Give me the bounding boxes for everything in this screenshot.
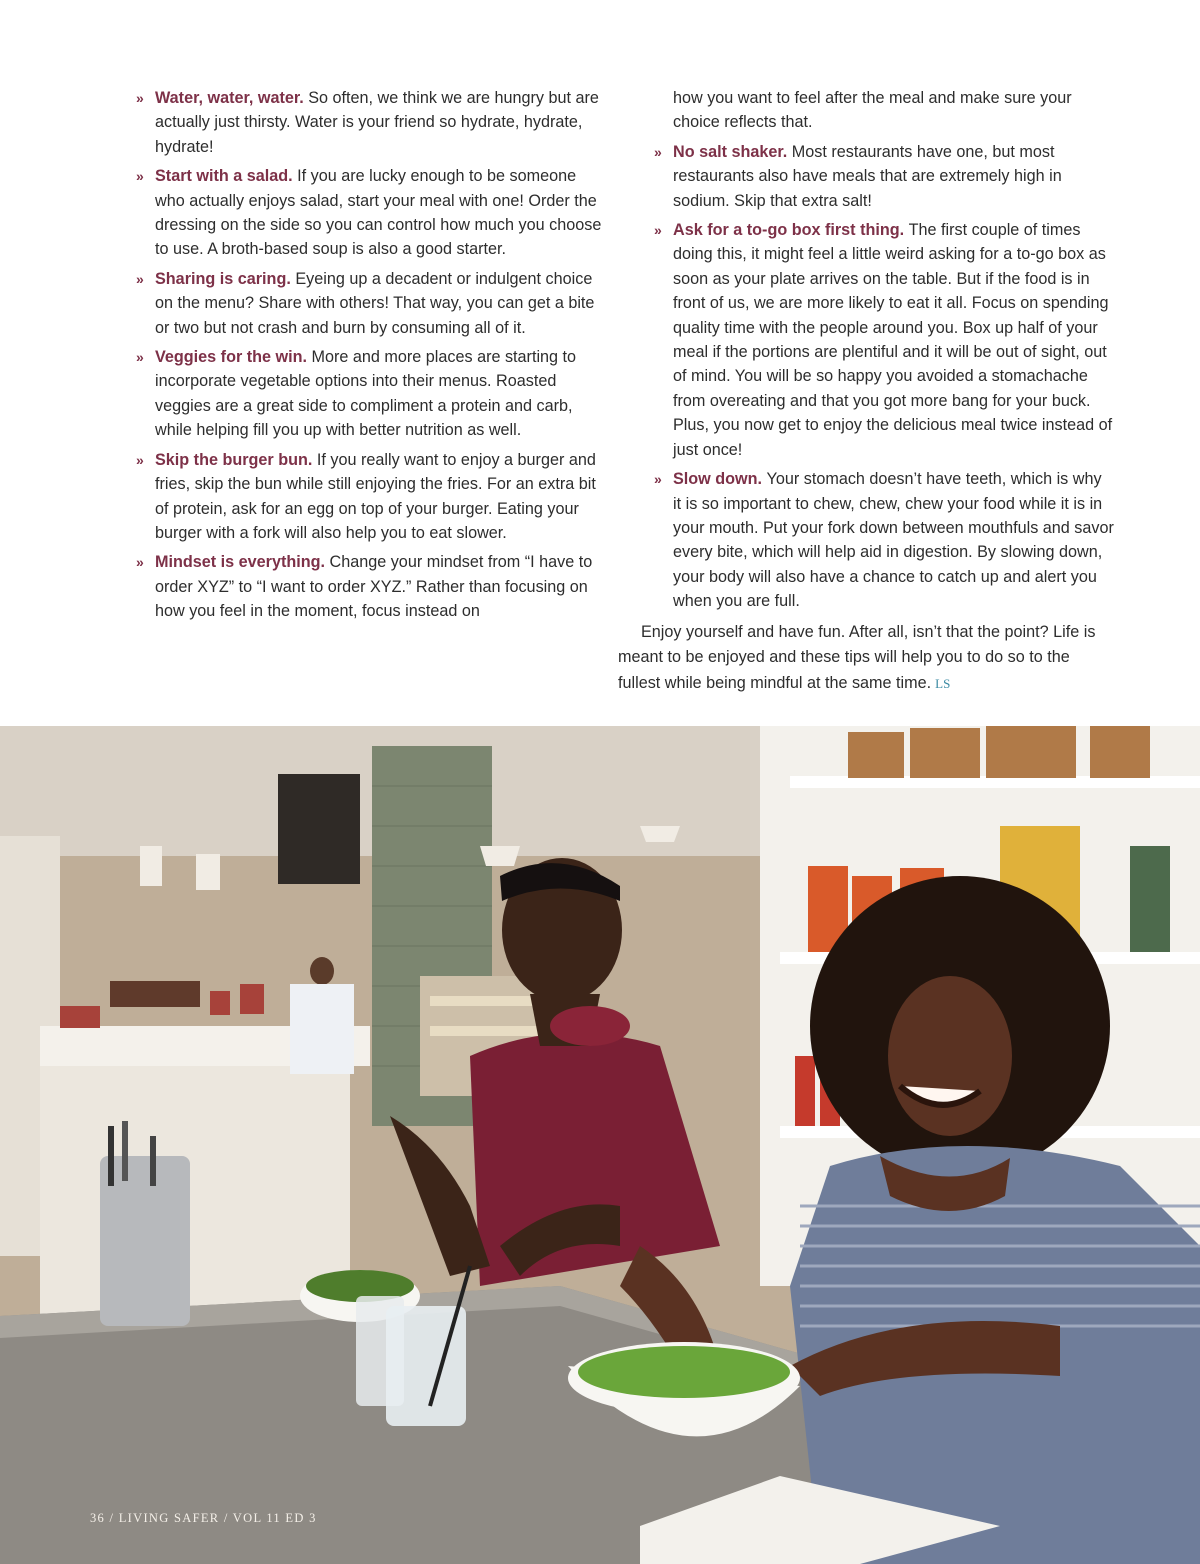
photo-illustration (0, 726, 1200, 1564)
tip-heading: Ask for a to-go box first thing. (673, 221, 909, 240)
bullet-marker-icon: » (136, 451, 144, 468)
bullet-marker-icon: » (136, 349, 144, 366)
left-column (136, 86, 602, 629)
tip-heading: Start with a salad. (155, 167, 298, 186)
tip-body: Most restaurants have one, but most restaurants also have meals that are extremely high in sodium. Skip that extra salt! (673, 142, 1062, 210)
bullet-marker-icon: » (654, 222, 662, 239)
tip-body: Your stomach doesn’t have teeth, which is why it is so important to chew, chew, chew your food while it is in your mouth. Put your fork down between mouthfuls and savor every bite, which will help aid in digestion. By slowing down, your body will also have a chance to catch up and alert you when you are full. (673, 470, 1114, 611)
tip-heading: Water, water, water. (155, 89, 309, 107)
tip-item (136, 345, 602, 443)
tip-heading: Skip the burger bun. (155, 450, 317, 469)
page-folio: 36 / LIVING SAFER / VOL 11 ED 3 (90, 1511, 317, 1525)
bullet-marker-icon: » (136, 168, 144, 185)
closing-paragraph (618, 620, 1108, 696)
tips-list-right (654, 140, 1114, 614)
bullet-marker-icon: » (136, 90, 144, 106)
article-text (0, 0, 1200, 726)
tip-item (654, 140, 1114, 213)
restaurant-photo (0, 726, 1200, 1564)
tip-heading: Sharing is caring. (155, 269, 296, 288)
tip-body: If you are lucky enough to be someone who actually enjoys salad, start your meal with one! Order the dressing on the side so you can control how much you choose to use. A broth-based soup is also a good starter. (155, 167, 602, 259)
tip-heading: Veggies for the win. (155, 348, 312, 367)
tip-item (136, 164, 602, 262)
bullet-marker-icon: » (136, 554, 144, 571)
bullet-marker-icon: » (654, 143, 662, 160)
tip-heading: Slow down. (673, 470, 767, 489)
bullet-marker-icon: » (654, 471, 662, 488)
tip-body: The first couple of times doing this, it might feel a little weird asking for a to-go box as soon as your plate arrives on the table. But if the food is in front of us, we are more likely to eat it all. Focus on spending quality time with the people around you. Box up half of your meal if the portions are plentiful and it will be out of sight, out of mind. You will be so happy you avoided a stomachache from overeating and that you got more bang for your buck. Plus, you now get to enjoy the delicious meal twice instead of just once! (673, 221, 1113, 459)
tip-item (136, 86, 602, 159)
tip-heading: No salt shaker. (673, 142, 792, 161)
tip-body: More and more places are starting to incorporate vegetable options into their menus. Roasted veggies are a great side to compliment a protein and carb, while helping fill you up with better nutrition as well. (155, 348, 577, 440)
tip-heading: Mindset is everything. (155, 553, 330, 572)
tips-list-left (136, 86, 602, 624)
continued-text: how you want to feel after the meal and make sure your choice reflects that. (673, 89, 1072, 132)
right-column (654, 86, 1114, 619)
tip-item (136, 448, 602, 546)
bullet-marker-icon: » (136, 270, 144, 287)
end-mark-icon: LS (935, 675, 951, 691)
tip-body: If you really want to enjoy a burger and fries, skip the bun while still enjoying the fries. For an extra bit of protein, ask for an egg on top of your burger. Eating your burger with a fork will also help you to eat slower. (155, 450, 596, 542)
tip-item (654, 467, 1114, 613)
tip-body: Eyeing up a decadent or indulgent choice on the menu? Share with others! That way, you can get a bite or two but not crash and burn by consuming all of it. (155, 269, 595, 337)
tip-body: So often, we think we are hungry but are actually just thirsty. Water is your friend so hydrate, hydrate, hydrate! (155, 89, 599, 156)
tip-item (136, 550, 602, 623)
tip-item (136, 267, 602, 340)
tip-item (654, 218, 1114, 462)
tip-body: Change your mindset from “I have to order XYZ” to “I want to order XYZ.” Rather than focusing on how you feel in the moment, focus instead on (155, 553, 593, 621)
closing-text: Enjoy yourself and have fun. After all, isn’t that the point? Life is meant to be enjoyed and these tips will help you to do so to the fullest while being mindful at the same time. (618, 623, 1096, 692)
